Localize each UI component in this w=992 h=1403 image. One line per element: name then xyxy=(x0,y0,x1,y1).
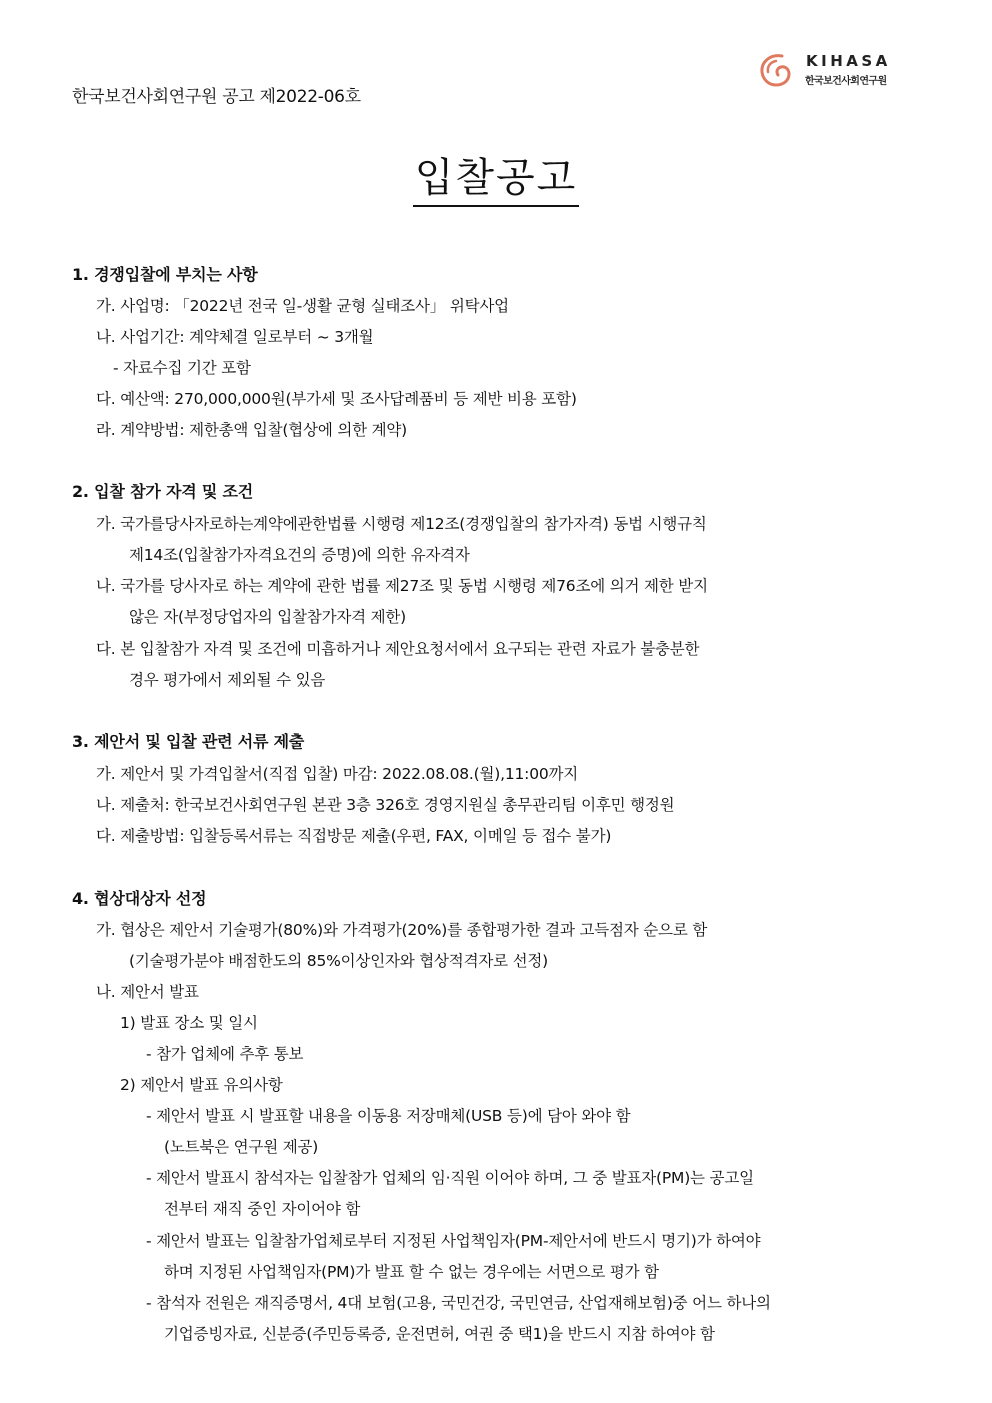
section-line: 1) 발표 장소 및 일시 xyxy=(120,1014,258,1032)
section-line: 기업증빙자료, 신분증(주민등록증, 운전면허, 여권 중 택1)을 반드시 지참 하여야 함 xyxy=(164,1325,715,1343)
section-heading: 3. 제안서 및 입찰 관련 서류 제출 xyxy=(72,732,305,751)
section-heading: 1. 경쟁입찰에 부치는 사항 xyxy=(72,265,258,284)
kihasa-logo-icon xyxy=(756,50,800,90)
section-line: 않은 자(부정당업자의 입찰참가자격 제한) xyxy=(129,608,407,626)
section-line: 나. 제안서 발표 xyxy=(96,983,199,1001)
section-line: 제14조(입찰참가자격요건의 증명)에 의한 유자격자 xyxy=(129,546,470,564)
section-heading: 2. 입찰 참가 자격 및 조건 xyxy=(72,482,253,501)
section-line: - 제안서 발표 시 발표할 내용을 이동용 저장매체(USB 등)에 담아 와야 함 xyxy=(146,1107,631,1125)
section-line: 경우 평가에서 제외될 수 있음 xyxy=(129,671,326,689)
section-line: - 참가 업체에 추후 통보 xyxy=(146,1045,304,1063)
logo-text-ko: 한국보건사회연구원 xyxy=(805,76,887,87)
page-title xyxy=(0,146,992,203)
section-line: 라. 계약방법: 제한총액 입찰(협상에 의한 계약) xyxy=(96,421,407,439)
section-line: (기술평가분야 배점한도의 85%이상인자와 협상적격자로 선정) xyxy=(129,952,549,970)
section-line: 하며 지정된 사업책임자(PM)가 발표 할 수 없는 경우에는 서면으로 평가 함 xyxy=(164,1263,659,1281)
kihasa-logo xyxy=(756,50,916,90)
section-line: 가. 협상은 제안서 기술평가(80%)와 가격평가(20%)를 종합평가한 결과 고득점자 순으로 함 xyxy=(96,921,708,939)
section-line: 다. 제출방법: 입찰등록서류는 직접방문 제출(우편, FAX, 이메일 등 접수 불가) xyxy=(96,827,612,845)
section-line: 나. 사업기간: 계약체결 일로부터 ~ 3개월 xyxy=(96,328,374,346)
section-line: - 제안서 발표시 참석자는 입찰참가 업체의 임·직원 이어야 하며, 그 중 발표자(PM)는 공고일 xyxy=(146,1169,754,1187)
section-line: 다. 본 입찰참가 자격 및 조건에 미흡하거나 제안요청서에서 요구되는 관련 자료가 불충분한 xyxy=(96,640,700,658)
section-line: 전부터 재직 중인 자이어야 함 xyxy=(164,1200,361,1218)
section-line: - 제안서 발표는 입찰참가업체로부터 지정된 사업책임자(PM-제안서에 반드시 명기)가 하여야 xyxy=(146,1232,761,1250)
section-heading: 4. 협상대상자 선정 xyxy=(72,889,207,908)
section-line: 2) 제안서 발표 유의사항 xyxy=(120,1076,283,1094)
section-line: 가. 제안서 및 가격입찰서(직접 입찰) 마감: 2022.08.08.(월),11:00까지 xyxy=(96,765,579,783)
section-line: 나. 제출처: 한국보건사회연구원 본관 3층 326호 경영지원실 총무관리팀 이후민 행정원 xyxy=(96,796,675,814)
section-line: 가. 사업명: 「2022년 전국 일-생활 균형 실태조사」 위탁사업 xyxy=(96,297,509,315)
section-line: 나. 국가를 당사자로 하는 계약에 관한 법률 제27조 및 동법 시행령 제76조에 의거 제한 받지 xyxy=(96,577,708,595)
section-line: (노트북은 연구원 제공) xyxy=(164,1138,319,1156)
logo-text-en: KIHASA xyxy=(806,52,891,70)
page-title-text: 입찰공고 xyxy=(413,155,580,207)
section-line: - 참석자 전원은 재직증명서, 4대 보험(고용, 국민건강, 국민연금, 산업재해보험)중 어느 하나의 xyxy=(146,1294,771,1312)
section-line: 가. 국가를당사자로하는계약에관한법률 시행령 제12조(경쟁입찰의 참가자격) 동법 시행규칙 xyxy=(96,515,707,533)
section-line: 다. 예산액: 270,000,000원(부가세 및 조사답례품비 등 제반 비용 포함) xyxy=(96,390,577,408)
notice-number: 한국보건사회연구원 공고 제2022-06호 xyxy=(72,87,361,107)
section-line: - 자료수집 기간 포함 xyxy=(113,359,251,377)
